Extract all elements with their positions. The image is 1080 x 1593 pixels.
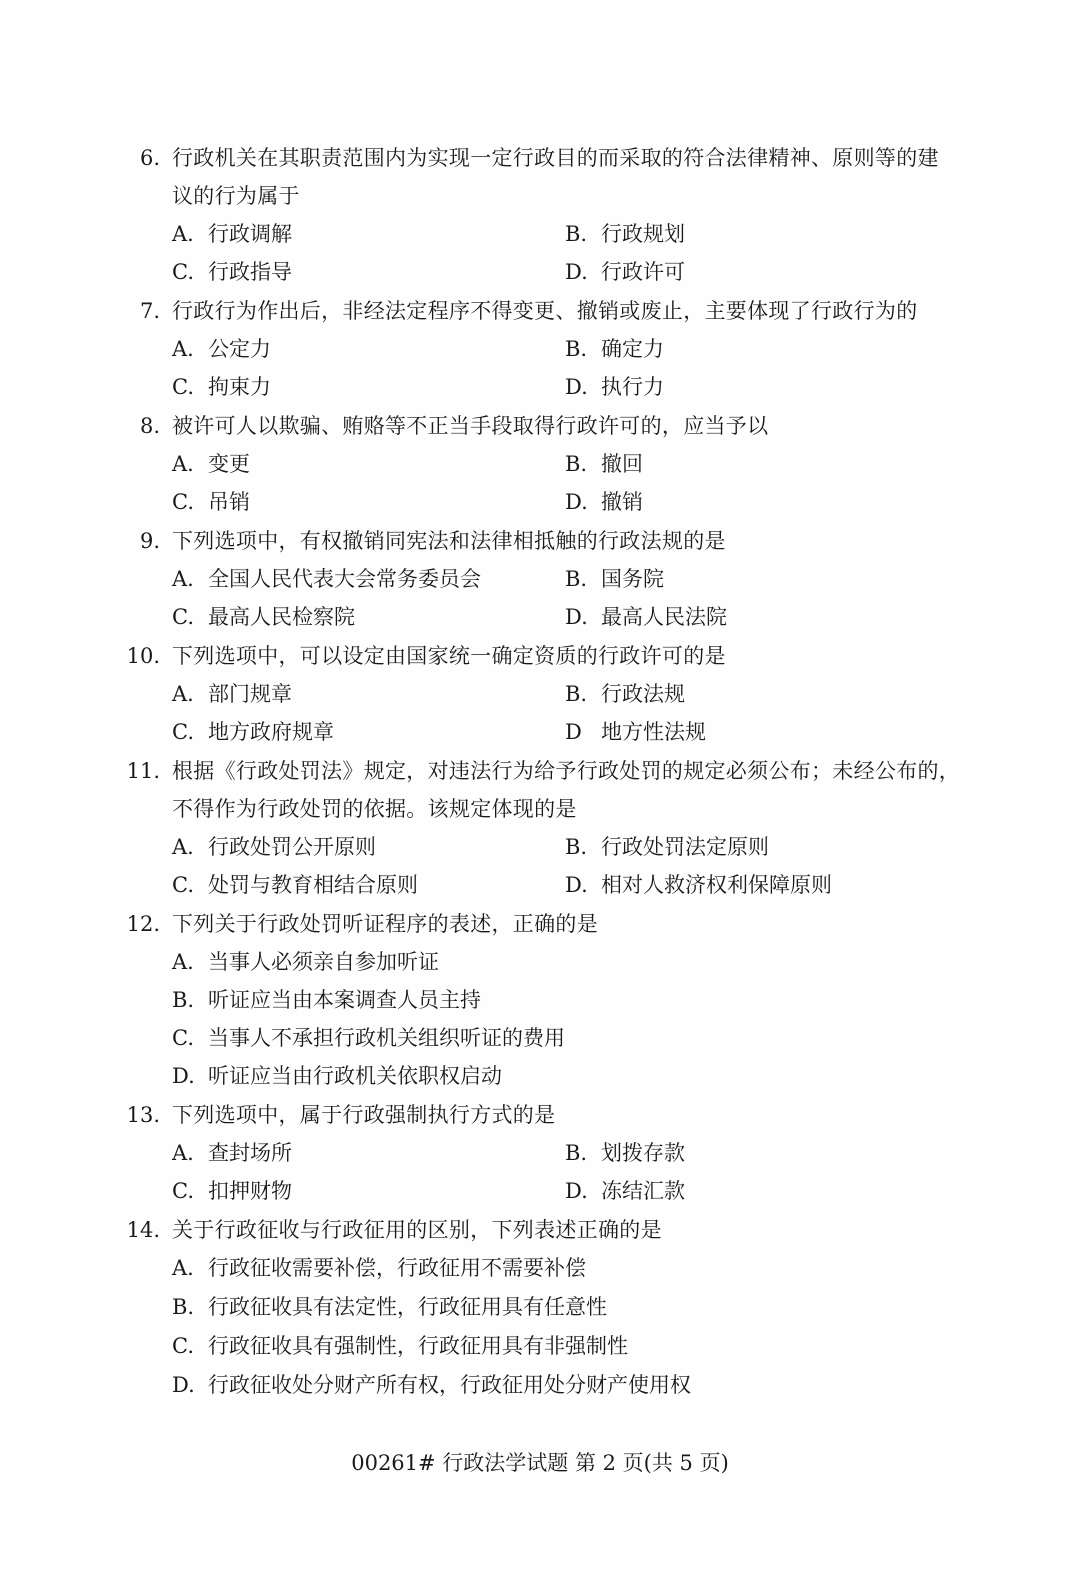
- option-c: C. 当事人不承担行政机关组织听证的费用: [172, 1026, 565, 1050]
- question-number: 11.: [126, 759, 160, 783]
- question-number: 6.: [139, 146, 160, 170]
- question-stem: 根据《行政处罚法》规定，对违法行为给予行政处罚的规定必须公布；未经公布的，: [172, 759, 961, 783]
- option-b: B. 划拨存款: [565, 1141, 685, 1165]
- question-number: 14.: [126, 1218, 160, 1242]
- option-b: B. 行政规划: [565, 222, 685, 246]
- question-number: 12.: [126, 912, 160, 936]
- question-stem: 关于行政征收与行政征用的区别，下列表述正确的是: [172, 1218, 662, 1242]
- question-stem: 行政机关在其职责范围内为实现一定行政目的而采取的符合法律精神、原则等的建: [172, 146, 939, 170]
- option-c: C. 最高人民检察院: [172, 605, 355, 629]
- option-b: B. 国务院: [565, 567, 664, 591]
- option-a: A. 公定力: [172, 337, 271, 361]
- option-c: C. 行政指导: [172, 260, 292, 284]
- option-d: D. 撤销: [565, 490, 643, 514]
- option-d: D. 最高人民法院: [565, 605, 727, 629]
- option-a: A. 行政征收需要补偿，行政征用不需要补偿: [172, 1256, 586, 1280]
- question-stem: 下列选项中，属于行政强制执行方式的是: [172, 1103, 556, 1127]
- page-footer: 00261# 行政法学试题 第 2 页(共 5 页): [351, 1451, 729, 1475]
- option-a: A. 行政调解: [172, 222, 292, 246]
- option-c: C. 地方政府规章: [172, 720, 334, 744]
- question-stem-cont: 议的行为属于: [172, 184, 300, 208]
- option-d: D 地方性法规: [565, 720, 706, 744]
- option-b: B. 行政处罚法定原则: [565, 835, 769, 859]
- question-number: 10.: [126, 644, 160, 668]
- option-d: D. 听证应当由行政机关依职权启动: [172, 1064, 502, 1088]
- question-number: 13.: [126, 1103, 160, 1127]
- option-c: C. 吊销: [172, 490, 250, 514]
- option-b: B. 行政法规: [565, 682, 685, 706]
- option-c: C. 拘束力: [172, 375, 271, 399]
- option-b: B. 行政征收具有法定性，行政征用具有任意性: [172, 1295, 607, 1319]
- question-stem: 被许可人以欺骗、贿赂等不正当手段取得行政许可的，应当予以: [172, 414, 769, 438]
- option-a: A. 部门规章: [172, 682, 292, 706]
- option-a: A. 变更: [172, 452, 250, 476]
- question-stem: 行政行为作出后，非经法定程序不得变更、撤销或废止，主要体现了行政行为的: [172, 299, 918, 323]
- question-stem-cont: 不得作为行政处罚的依据。该规定体现的是: [172, 797, 577, 821]
- option-a: A. 全国人民代表大会常务委员会: [172, 567, 481, 591]
- question-number: 9.: [139, 529, 160, 553]
- option-b: B. 撤回: [565, 452, 643, 476]
- question-stem: 下列选项中，有权撤销同宪法和法律相抵触的行政法规的是: [172, 529, 726, 553]
- option-b: B. 确定力: [565, 337, 664, 361]
- question-stem: 下列选项中，可以设定由国家统一确定资质的行政许可的是: [172, 644, 726, 668]
- option-a: A. 查封场所: [172, 1141, 292, 1165]
- option-c: C. 行政征收具有强制性，行政征用具有非强制性: [172, 1334, 628, 1358]
- option-a: A. 行政处罚公开原则: [172, 835, 376, 859]
- option-d: D. 行政征收处分财产所有权，行政征用处分财产使用权: [172, 1373, 691, 1397]
- option-c: C. 扣押财物: [172, 1179, 292, 1203]
- option-d: D. 行政许可: [565, 260, 685, 284]
- option-d: D. 执行力: [565, 375, 664, 399]
- option-d: D. 冻结汇款: [565, 1179, 685, 1203]
- option-d: D. 相对人救济权利保障原则: [565, 873, 832, 897]
- option-b: B. 听证应当由本案调查人员主持: [172, 988, 481, 1012]
- option-a: A. 当事人必须亲自参加听证: [172, 950, 439, 974]
- question-number: 8.: [139, 414, 160, 438]
- option-c: C. 处罚与教育相结合原则: [172, 873, 418, 897]
- question-number: 7.: [139, 299, 160, 323]
- question-stem: 下列关于行政处罚听证程序的表述，正确的是: [172, 912, 598, 936]
